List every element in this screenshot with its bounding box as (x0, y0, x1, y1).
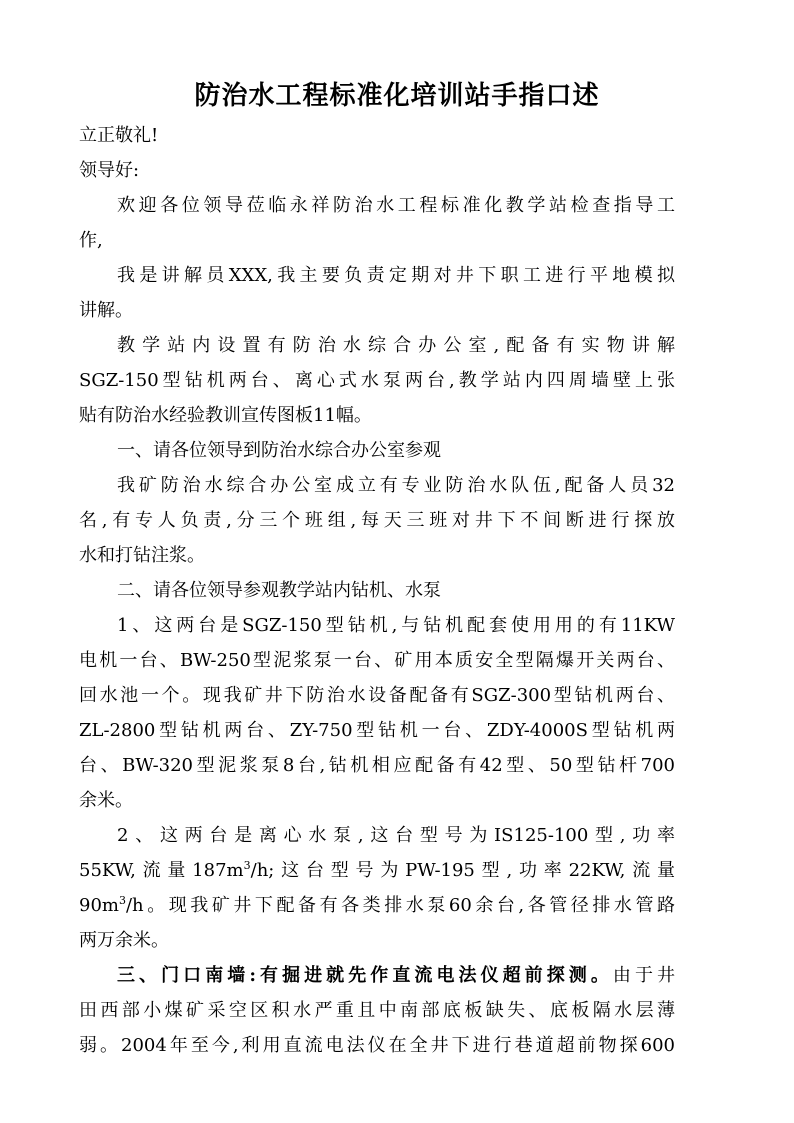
section-2-heading: 二、请各位领导参观教学站内钻机、水泵 (117, 580, 441, 601)
text-segment: 90m (79, 895, 119, 916)
speaker-paragraph (79, 258, 675, 328)
greeting-line: 领导好: (79, 160, 140, 181)
section-3-heading: 三、门口南墙:有掘进就先作直流电法仪超前探测。 (117, 965, 613, 986)
text-line: 余米。 (79, 790, 133, 811)
text-line: 欢迎各位领导莅临永祥防治水工程标准化教学站检查指导工 (117, 195, 675, 216)
text-line: ZL-2800型钻机两台、ZY-750型钻机一台、ZDY-4000S型钻机两 (79, 720, 675, 741)
document-body (79, 118, 675, 1063)
text-line (79, 958, 675, 993)
drills-paragraph (79, 608, 675, 818)
text-line: 贴有防治水经验教训宣传图板11幅。 (79, 405, 372, 426)
text-line: 电机一台、BW-250型泥浆泵一台、矿用本质安全型隔爆开关两台、 (79, 650, 675, 671)
text-line: 弱。2004年至今,利用直流电法仪在全井下进行巷道超前物探600 (79, 1035, 675, 1056)
text-segment: 由于井 (612, 965, 675, 986)
text-line: 作, (79, 230, 103, 251)
text-segment: /h。现我矿井下配备有各类排水泵60余台,各管径排水管路 (125, 895, 675, 916)
section-3-paragraph (79, 958, 675, 1063)
text-line: 田西部小煤矿采空区积水严重且中南部底板缺失、底板隔水层薄 (79, 1000, 675, 1021)
text-line: 名,有专人负责,分三个班组,每天三班对井下不间断进行探放 (79, 510, 675, 531)
text-line: 回水池一个。现我矿井下防治水设备配备有SGZ-300型钻机两台、 (79, 685, 675, 706)
text-line (79, 888, 675, 923)
text-line: 2、这两台是离心水泵,这台型号为IS125-100型,功率 (117, 825, 675, 846)
section-1-paragraph (79, 468, 675, 573)
superscript: 3 (243, 859, 251, 872)
section-1-heading: 一、请各位领导到防治水综合办公室参观 (117, 440, 441, 461)
text-segment: /h;这台型号为PW-195型,功率22KW,流量 (250, 860, 675, 881)
intro-paragraph (79, 188, 675, 258)
station-paragraph (79, 328, 675, 433)
text-line: 台、BW-320型泥浆泵8台,钻机相应配备有42型、50型钻杆700 (79, 755, 675, 776)
text-line: 教学站内设置有防治水综合办公室,配备有实物讲解 (117, 335, 675, 356)
text-line: 我是讲解员XXX,我主要负责定期对井下职工进行平地模拟 (117, 265, 675, 286)
page-title: 防治水工程标准化培训站手指口述 (194, 81, 600, 111)
text-line: 两万余米。 (79, 930, 169, 951)
pumps-paragraph (79, 818, 675, 958)
text-segment: 55KW,流量187m (79, 860, 244, 881)
text-line: SGZ-150型钻机两台、离心式水泵两台,教学站内四周墙壁上张 (79, 370, 675, 391)
text-line (79, 853, 675, 888)
text-line: 讲解。 (79, 300, 133, 321)
text-line: 1、这两台是SGZ-150型钻机,与钻机配套使用用的有11KW (117, 615, 675, 636)
text-line: 我矿防治水综合办公室成立有专业防治水队伍,配备人员32 (117, 475, 675, 496)
salute-line: 立正敬礼! (79, 125, 159, 146)
superscript: 3 (118, 894, 126, 907)
text-line: 水和打钻注浆。 (79, 545, 205, 566)
